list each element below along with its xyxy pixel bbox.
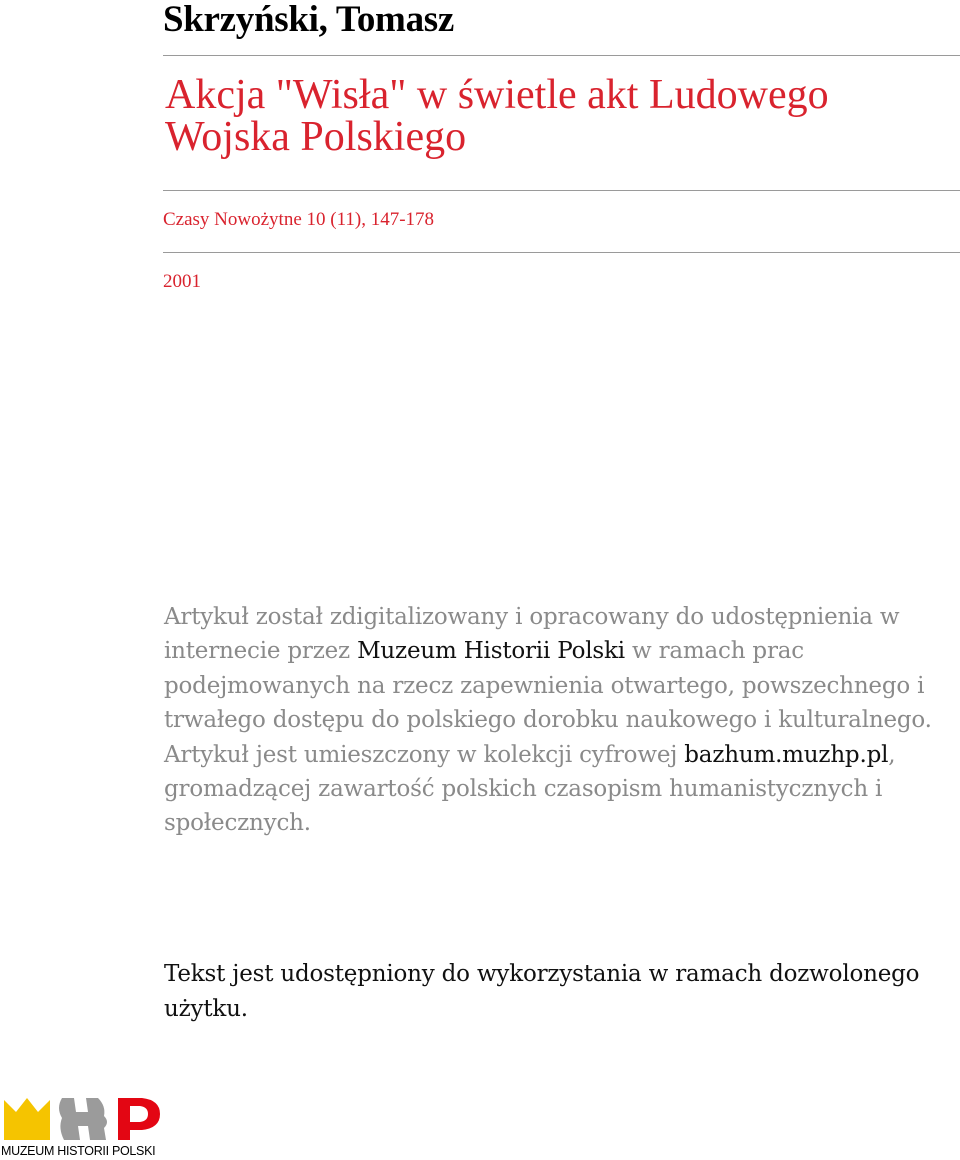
author-name: Skrzyński, Tomasz: [163, 0, 454, 40]
notice-text: w ramach prac podejmowanych na rzecz zapewnienia otwartego, powszechnego i trwałego dostępu do polskiego dorobku naukowego i kulturalnego. Artykuł jest umieszczony w kolekcji cyfrowej: [164, 638, 932, 768]
notice-text: Artykuł został zdigitalizowany i opracowany do udostępnienia w internecie przez: [164, 604, 900, 665]
museum-logo-icon: [0, 1092, 170, 1144]
publication-year: 2001: [163, 271, 201, 292]
divider: [163, 252, 960, 253]
article-title: Akcja "Wisła" w świetle akt Ludowego Wojska Polskiego: [165, 72, 829, 160]
digitization-notice: [164, 600, 944, 841]
divider: [163, 190, 960, 191]
collection-site: bazhum.muzhp.pl: [684, 741, 889, 768]
museum-name: Muzeum Historii Polski: [357, 638, 625, 665]
notice-text: , gromadzącej zawartość polskich czasopism humanistycznych i społecznych.: [164, 741, 896, 837]
journal-source: Czasy Nowożytne 10 (11), 147-178: [163, 209, 435, 230]
divider: [163, 55, 960, 56]
license-notice: Tekst jest udostępniony do wykorzystania w ramach dozwolonego użytku.: [164, 961, 920, 1022]
logo-caption: MUZEUM HISTORII POLSKI: [1, 1144, 156, 1158]
